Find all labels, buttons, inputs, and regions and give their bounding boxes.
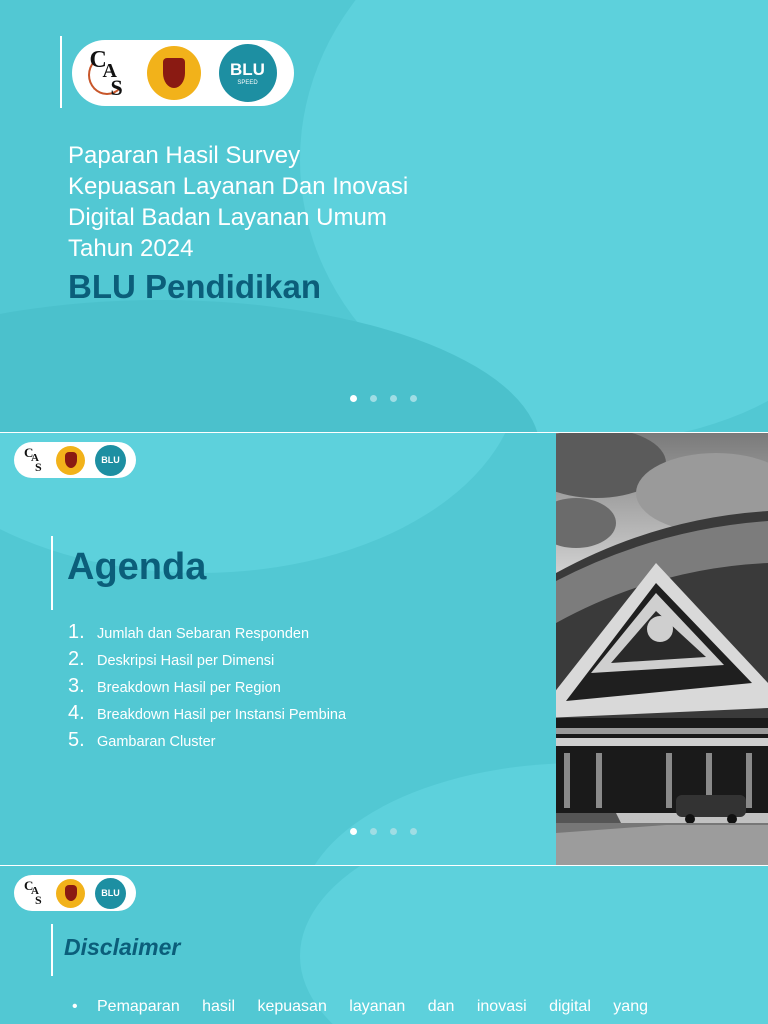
agenda-item: 1. Jumlah dan Sebaran Responden bbox=[68, 621, 310, 643]
disclaimer-bullet bbox=[72, 998, 648, 1016]
cas-logo: C A S bbox=[24, 878, 42, 907]
pagination-dot[interactable] bbox=[370, 395, 377, 402]
university-crest-icon bbox=[56, 879, 85, 908]
agenda-item: 3. Breakdown Hasil per Region bbox=[68, 675, 281, 697]
blu-speed-logo: BLU bbox=[95, 445, 126, 476]
blu-speed-logo: BLU bbox=[95, 878, 126, 909]
agenda-item: 4. Breakdown Hasil per Instansi Pembina bbox=[68, 702, 347, 724]
disclaimer-title: Disclaimer bbox=[64, 934, 181, 960]
slide-pagination bbox=[350, 828, 417, 835]
cas-letter-a: A bbox=[102, 60, 117, 82]
disclaimer-slide bbox=[0, 866, 768, 1024]
campus-building-photo bbox=[556, 433, 768, 865]
subtitle-line: Paparan Hasil Survey bbox=[68, 142, 301, 169]
university-crest-icon bbox=[56, 446, 85, 475]
cas-logo: C A S bbox=[24, 445, 42, 474]
agenda-list bbox=[68, 621, 346, 756]
pagination-dot[interactable] bbox=[350, 395, 357, 402]
pagination-dot[interactable] bbox=[390, 828, 397, 835]
accent-bar bbox=[51, 536, 53, 610]
pagination-dot[interactable] bbox=[390, 395, 397, 402]
subtitle-line: Tahun 2024 bbox=[68, 235, 194, 262]
pagination-dot[interactable] bbox=[410, 828, 417, 835]
agenda-item: 2. Deskripsi Hasil per Dimensi bbox=[68, 648, 275, 670]
pagination-dot[interactable] bbox=[370, 828, 377, 835]
agenda-slide bbox=[0, 433, 768, 865]
logo-bar bbox=[72, 40, 294, 106]
logo-bar bbox=[14, 875, 136, 911]
cas-logo bbox=[90, 47, 130, 99]
agenda-title: Agenda bbox=[67, 546, 207, 588]
accent-bar bbox=[60, 36, 62, 108]
slide-subtitle bbox=[68, 140, 488, 264]
subtitle-line: Kepuasan Layanan Dan Inovasi bbox=[68, 173, 409, 200]
title-slide bbox=[0, 0, 768, 432]
cas-letter-c: C bbox=[89, 47, 107, 73]
agenda-item: 5. Gambaran Cluster bbox=[68, 729, 216, 751]
cas-letter-s: S bbox=[110, 75, 123, 100]
accent-bar bbox=[51, 924, 53, 976]
bullet-icon: • bbox=[72, 998, 78, 1015]
pagination-dot[interactable] bbox=[410, 395, 417, 402]
university-crest-icon bbox=[147, 46, 201, 100]
slide-title: BLU Pendidikan bbox=[68, 268, 322, 305]
logo-bar bbox=[14, 442, 136, 478]
blu-speed-logo: BLU SPEED bbox=[219, 44, 277, 102]
pagination-dot[interactable] bbox=[350, 828, 357, 835]
slide-pagination bbox=[350, 395, 417, 402]
disclaimer-text: Pemaparan hasil kepuasan layanan dan inovasi digital yang bbox=[97, 998, 648, 1015]
subtitle-line: Digital Badan Layanan Umum bbox=[68, 204, 387, 231]
